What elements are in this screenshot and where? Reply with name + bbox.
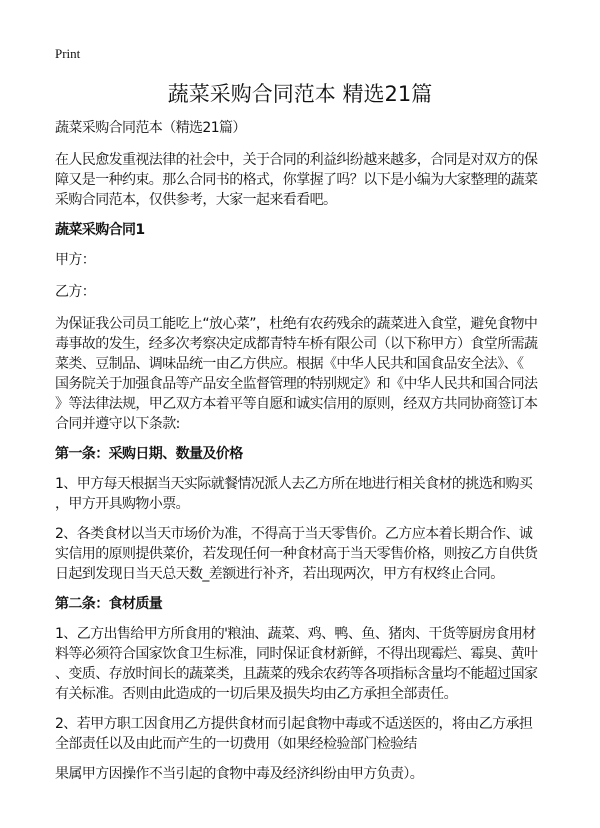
text-line: 日起到发现日当天总天数_差额进行补齐，若出现两次，甲方有权终止合同。	[55, 566, 504, 582]
text-line: 、变质、存放时间长的蔬菜类，且蔬菜的残余农药等各项指标含量均不能超过国家	[55, 666, 538, 682]
text-line: 》等法律法规，甲乙双方本着平等自愿和诚实信用的原则，经双方共同协商签订本	[55, 396, 538, 412]
text-line: 果属甲方因操作不当引起的食物中毒及经济纠纷由甲方负责）。	[55, 766, 424, 782]
text-line: 国务院关于加强食品等产品安全监督管理的特别规定》和《中华人民共和国合同法	[55, 376, 538, 392]
text-line: 1、乙方出售给甲方所食用的'粮油、蔬菜、鸡、鸭、鱼、猪肉、干货等厨房食用材	[55, 626, 536, 642]
text-line: 合同并遵守以下条款:	[55, 416, 180, 432]
subtitle-text: 蔬菜采购合同范本（精选21篇）	[55, 120, 246, 136]
contract-heading	[55, 220, 545, 240]
heading-text: 蔬菜采购合同1	[55, 222, 145, 238]
print-link[interactable]: Print	[55, 46, 81, 61]
text-line: 毒事故的发生，经多次考察决定成都青特车桥有限公司（以下称甲方）食堂所需蔬	[55, 336, 538, 352]
text-line: 实信用的原则提供菜价，若发现任何一种食材高于当天零售价格，则按乙方自供货	[55, 546, 538, 562]
text-line: 2、各类食材以当天市场价为准，不得高于当天零售价。乙方应本着长期合作、诚	[55, 526, 533, 542]
text-line: 全部责任以及由此而产生的一切费用（如果经检验部门检验结	[55, 736, 417, 752]
party-a-label: 甲方：	[55, 252, 96, 268]
subtitle	[55, 118, 545, 138]
heading-text: 第二条：食材质量	[55, 596, 163, 612]
text-line: 障又是一种约束。那么合同书的格式，你掌握了吗？以下是小编为大家整理的蔬菜	[55, 172, 538, 188]
text-line: 料等必须符合国家饮食卫生标准，同时保证食材新鲜，不得出现霉烂、霉臭、黄叶	[55, 646, 538, 662]
text-line: 有关标准。否则由此造成的一切后果及损失均由乙方承担全部责任。	[55, 686, 457, 702]
text-line: 2、若甲方职工因食用乙方提供食材而引起食物中毒或不适送医的，将由乙方承担	[55, 716, 533, 732]
party-b-label: 乙方：	[55, 284, 96, 300]
article-2-item-1	[55, 624, 545, 704]
article-2-item-2-continued	[55, 764, 545, 784]
text-line: 为保证我公司员工能吃上“放心菜”，杜绝有农药残余的蔬菜进入食堂，避免食物中	[55, 316, 538, 332]
article-1-item-1	[55, 474, 545, 514]
party-b	[55, 282, 545, 302]
article-1-item-2	[55, 524, 545, 584]
article-1-heading	[55, 444, 545, 464]
intro-paragraph	[55, 150, 545, 210]
text-line: 采购合同范本，仅供参考，大家一起来看看吧。	[55, 192, 337, 208]
party-a	[55, 250, 545, 270]
article-2-item-2	[55, 714, 545, 754]
page-title: 蔬菜采购合同范本 精选21篇	[167, 82, 433, 106]
preamble-paragraph	[55, 314, 545, 434]
heading-text: 第一条：采购日期、数量及价格	[55, 446, 243, 462]
article-2-heading	[55, 594, 545, 614]
text-line: 1、甲方每天根据当天实际就餐情况派人去乙方所在地进行相关食材的挑选和购买	[55, 476, 533, 492]
text-line: 在人民愈发重视法律的社会中，关于合同的利益纠纷越来越多，合同是对双方的保	[55, 152, 538, 168]
text-line: ，甲方开具购物小票。	[55, 496, 189, 512]
document-body	[55, 118, 545, 794]
text-line: 菜类、豆制品、调味品统一由乙方供应。根据《中华人民共和国食品安全法》、《	[55, 356, 524, 372]
